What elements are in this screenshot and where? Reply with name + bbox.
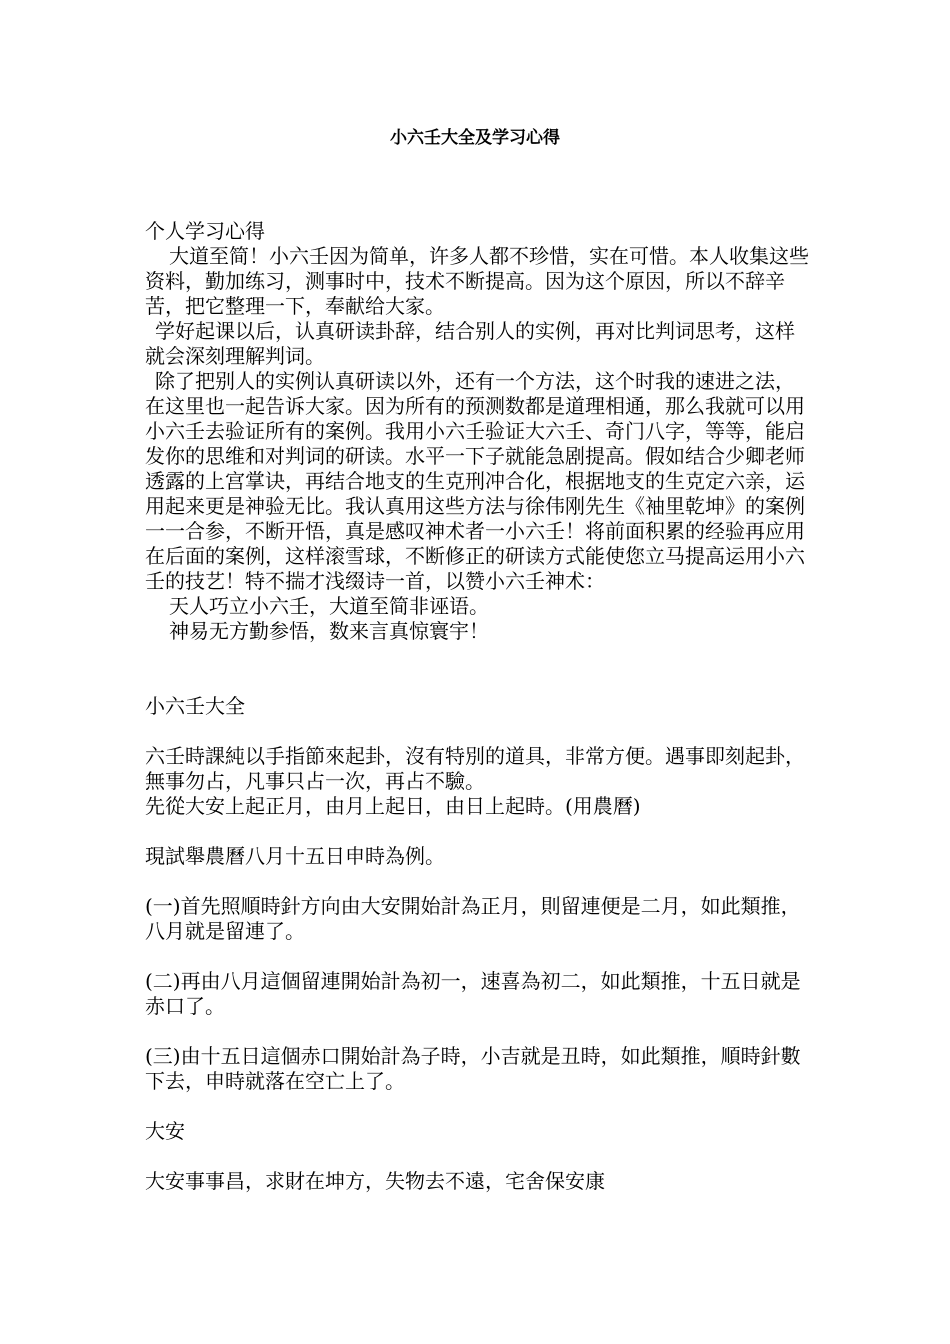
- subheading-daan: 大安: [145, 1119, 185, 1143]
- spacer: [145, 944, 810, 969]
- paragraph: 大道至简！小六壬因为简单，许多人都不珍惜，实在可惜。本人收集这些资料，勤加练习，测事时中，技术不断提高。因为这个原因，所以不辞辛苦，把它整理一下，奉献给大家。: [145, 244, 809, 318]
- paragraph: 大安事事昌，求財在坤方，失物去不遠，宅舍保安康: [145, 1169, 605, 1193]
- spacer: [145, 1144, 810, 1169]
- poem-line: 天人巧立小六壬，大道至简非诬语。: [169, 594, 489, 618]
- spacer: [145, 644, 810, 694]
- paragraph: 学好起课以后，认真研读卦辞，结合别人的实例，再对比判词思考，这样就会深刻理解判词。: [145, 319, 795, 368]
- paragraph: 六壬時課純以手指節來起卦，沒有特別的道具，非常方便。遇事即刻起卦，無事勿占，凡事只占一次，再占不驗。: [145, 744, 805, 793]
- document-body: [145, 219, 810, 1194]
- spacer: [145, 719, 810, 744]
- step-paragraph: (二)再由八月這個留連開始計為初一，速喜為初二，如此類推，十五日就是赤口了。: [145, 969, 801, 1018]
- step-paragraph: (一)首先照順時針方向由大安開始計為正月，則留連便是二月，如此類推，八月就是留連了。: [145, 894, 801, 943]
- section-heading-xiaoliuren: 小六壬大全: [145, 694, 245, 718]
- section-heading-study-notes: 个人学习心得: [145, 219, 265, 243]
- paragraph: 現試舉農曆八月十五日申時為例。: [145, 844, 445, 868]
- poem-line: 神易无方勤参悟，数来言真惊寰宇！: [169, 619, 489, 643]
- document-title: 小六壬大全及学习心得: [390, 128, 560, 148]
- spacer: [145, 869, 810, 894]
- spacer: [145, 1094, 810, 1119]
- paragraph: 先從大安上起正月，由月上起日，由日上起時。(用農曆): [145, 794, 641, 818]
- paragraph: 除了把别人的实例认真研读以外，还有一个方法，这个时我的速进之法，在这里也一起告诉大家。因为所有的预测数都是道理相通，那么我就可以用小六壬去验证所有的案例。我用小六壬验证大六壬、奇门八字，等等，能启发你的思维和对判词的研读。水平一下子就能急剧提高。假如结合少卿老师透露的上宫掌诀，再结合地支的生克刑冲合化，根据地支的生克定六亲，运用起来更是神验无比。我认真用这些方法与徐伟刚先生《袖里乾坤》的案例一一合参，不断开悟，真是感叹神术者一小六壬！将前面积累的经验再应用在后面的案例，这样滚雪球，不断修正的研读方式能使您立马提高运用小六壬的技艺！特不揣才浅缀诗一首，以赞小六壬神术：: [145, 369, 805, 593]
- spacer: [145, 819, 810, 844]
- step-paragraph: (三)由十五日這個赤口開始計為子時，小吉就是丑時，如此類推，順時針數下去，申時就落在空亡上了。: [145, 1044, 801, 1093]
- spacer: [145, 1019, 810, 1044]
